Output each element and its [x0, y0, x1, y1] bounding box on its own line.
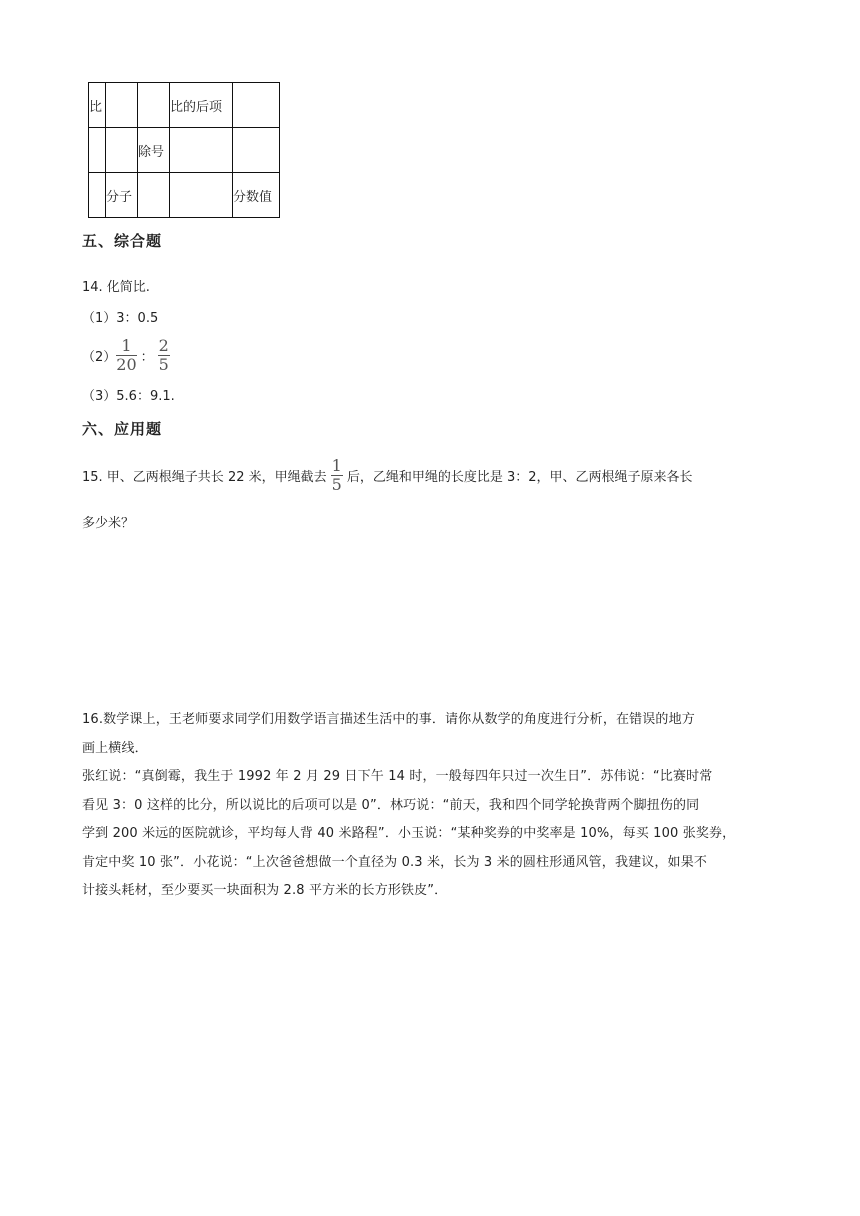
table-cell [106, 128, 138, 173]
question-16-line: 计接头耗材，至少要买一块面积为 2.8 平方米的长方形铁皮”． [82, 883, 448, 898]
table-cell: 分子 [106, 173, 138, 218]
question-14-item-1: （1）3：0.5 [82, 311, 159, 326]
fraction [116, 338, 136, 373]
ratio-fraction-division-table [88, 82, 280, 218]
fraction-denominator: 5 [158, 355, 169, 374]
question-15-text-before: 15. 甲、乙两根绳子共长 22 米，甲绳截去 [82, 470, 327, 485]
table-row [89, 173, 280, 218]
question-15-line-1 [82, 458, 693, 493]
fraction [331, 458, 343, 493]
question-16-line: 看见 3：0 这样的比分，所以说比的后项可以是 0”．林巧说：“前天，我和四个同学轮换背两个脚扭伤的同 [82, 797, 700, 813]
table-cell [170, 128, 233, 173]
table-cell [89, 128, 106, 173]
table-cell [233, 128, 280, 173]
fraction-numerator: 2 [158, 336, 169, 355]
fraction-denominator: 20 [116, 355, 137, 374]
question-16-line: 学到 200 米远的医院就诊，平均每人背 40 米路程”．小玉说：“某种奖券的中奖率是 10%，每买 100 张奖券， [82, 826, 736, 841]
question-14-item-3: （3）5.6：9.1. [82, 389, 175, 404]
fraction-numerator: 1 [121, 336, 132, 355]
fraction-denominator: 5 [331, 475, 342, 494]
fraction-numerator: 1 [331, 456, 342, 475]
table-cell [89, 173, 106, 218]
question-16-line: 肯定中奖 10 张”．小花说：“上次爸爸想做一个直径为 0.3 米，长为 3 米的圆柱形通风管，我建议，如果不 [82, 854, 708, 870]
table-cell [138, 83, 170, 128]
section-heading-comprehensive: 五、综合题 [82, 232, 163, 250]
table-row [89, 83, 280, 128]
table-cell [170, 173, 233, 218]
section-heading-application: 六、应用题 [82, 420, 163, 438]
table-cell: 比的后项 [170, 83, 233, 128]
question-14-item-2 [82, 338, 170, 373]
question-16 [82, 706, 780, 906]
table-cell: 除号 [138, 128, 170, 173]
question-15-line-2: 多少米？ [82, 516, 135, 531]
ratio-separator: ： [140, 350, 154, 365]
table-cell: 分数值 [233, 173, 280, 218]
question-14-title: 14. 化简比. [82, 280, 150, 295]
question-16-line: 张红说：“真倒霉，我生于 1992 年 2 月 29 日下午 14 时，一般每四年只过一次生日”．苏伟说：“比赛时常 [82, 769, 713, 784]
table-row [89, 128, 280, 173]
table-cell: 比 [89, 83, 106, 128]
table-cell [138, 173, 170, 218]
question-15-text-after: 后，乙绳和甲绳的长度比是 3：2，甲、乙两根绳子原来各长 [346, 470, 693, 485]
question-16-line: 画上横线． [82, 740, 148, 756]
table-cell [106, 83, 138, 128]
question-16-line: 16.数学课上，王老师要求同学们用数学语言描述生活中的事．请你从数学的角度进行分析，在错误的地方 [82, 712, 695, 727]
item-label: （2） [82, 350, 117, 365]
table-cell [233, 83, 280, 128]
fraction [158, 338, 170, 373]
